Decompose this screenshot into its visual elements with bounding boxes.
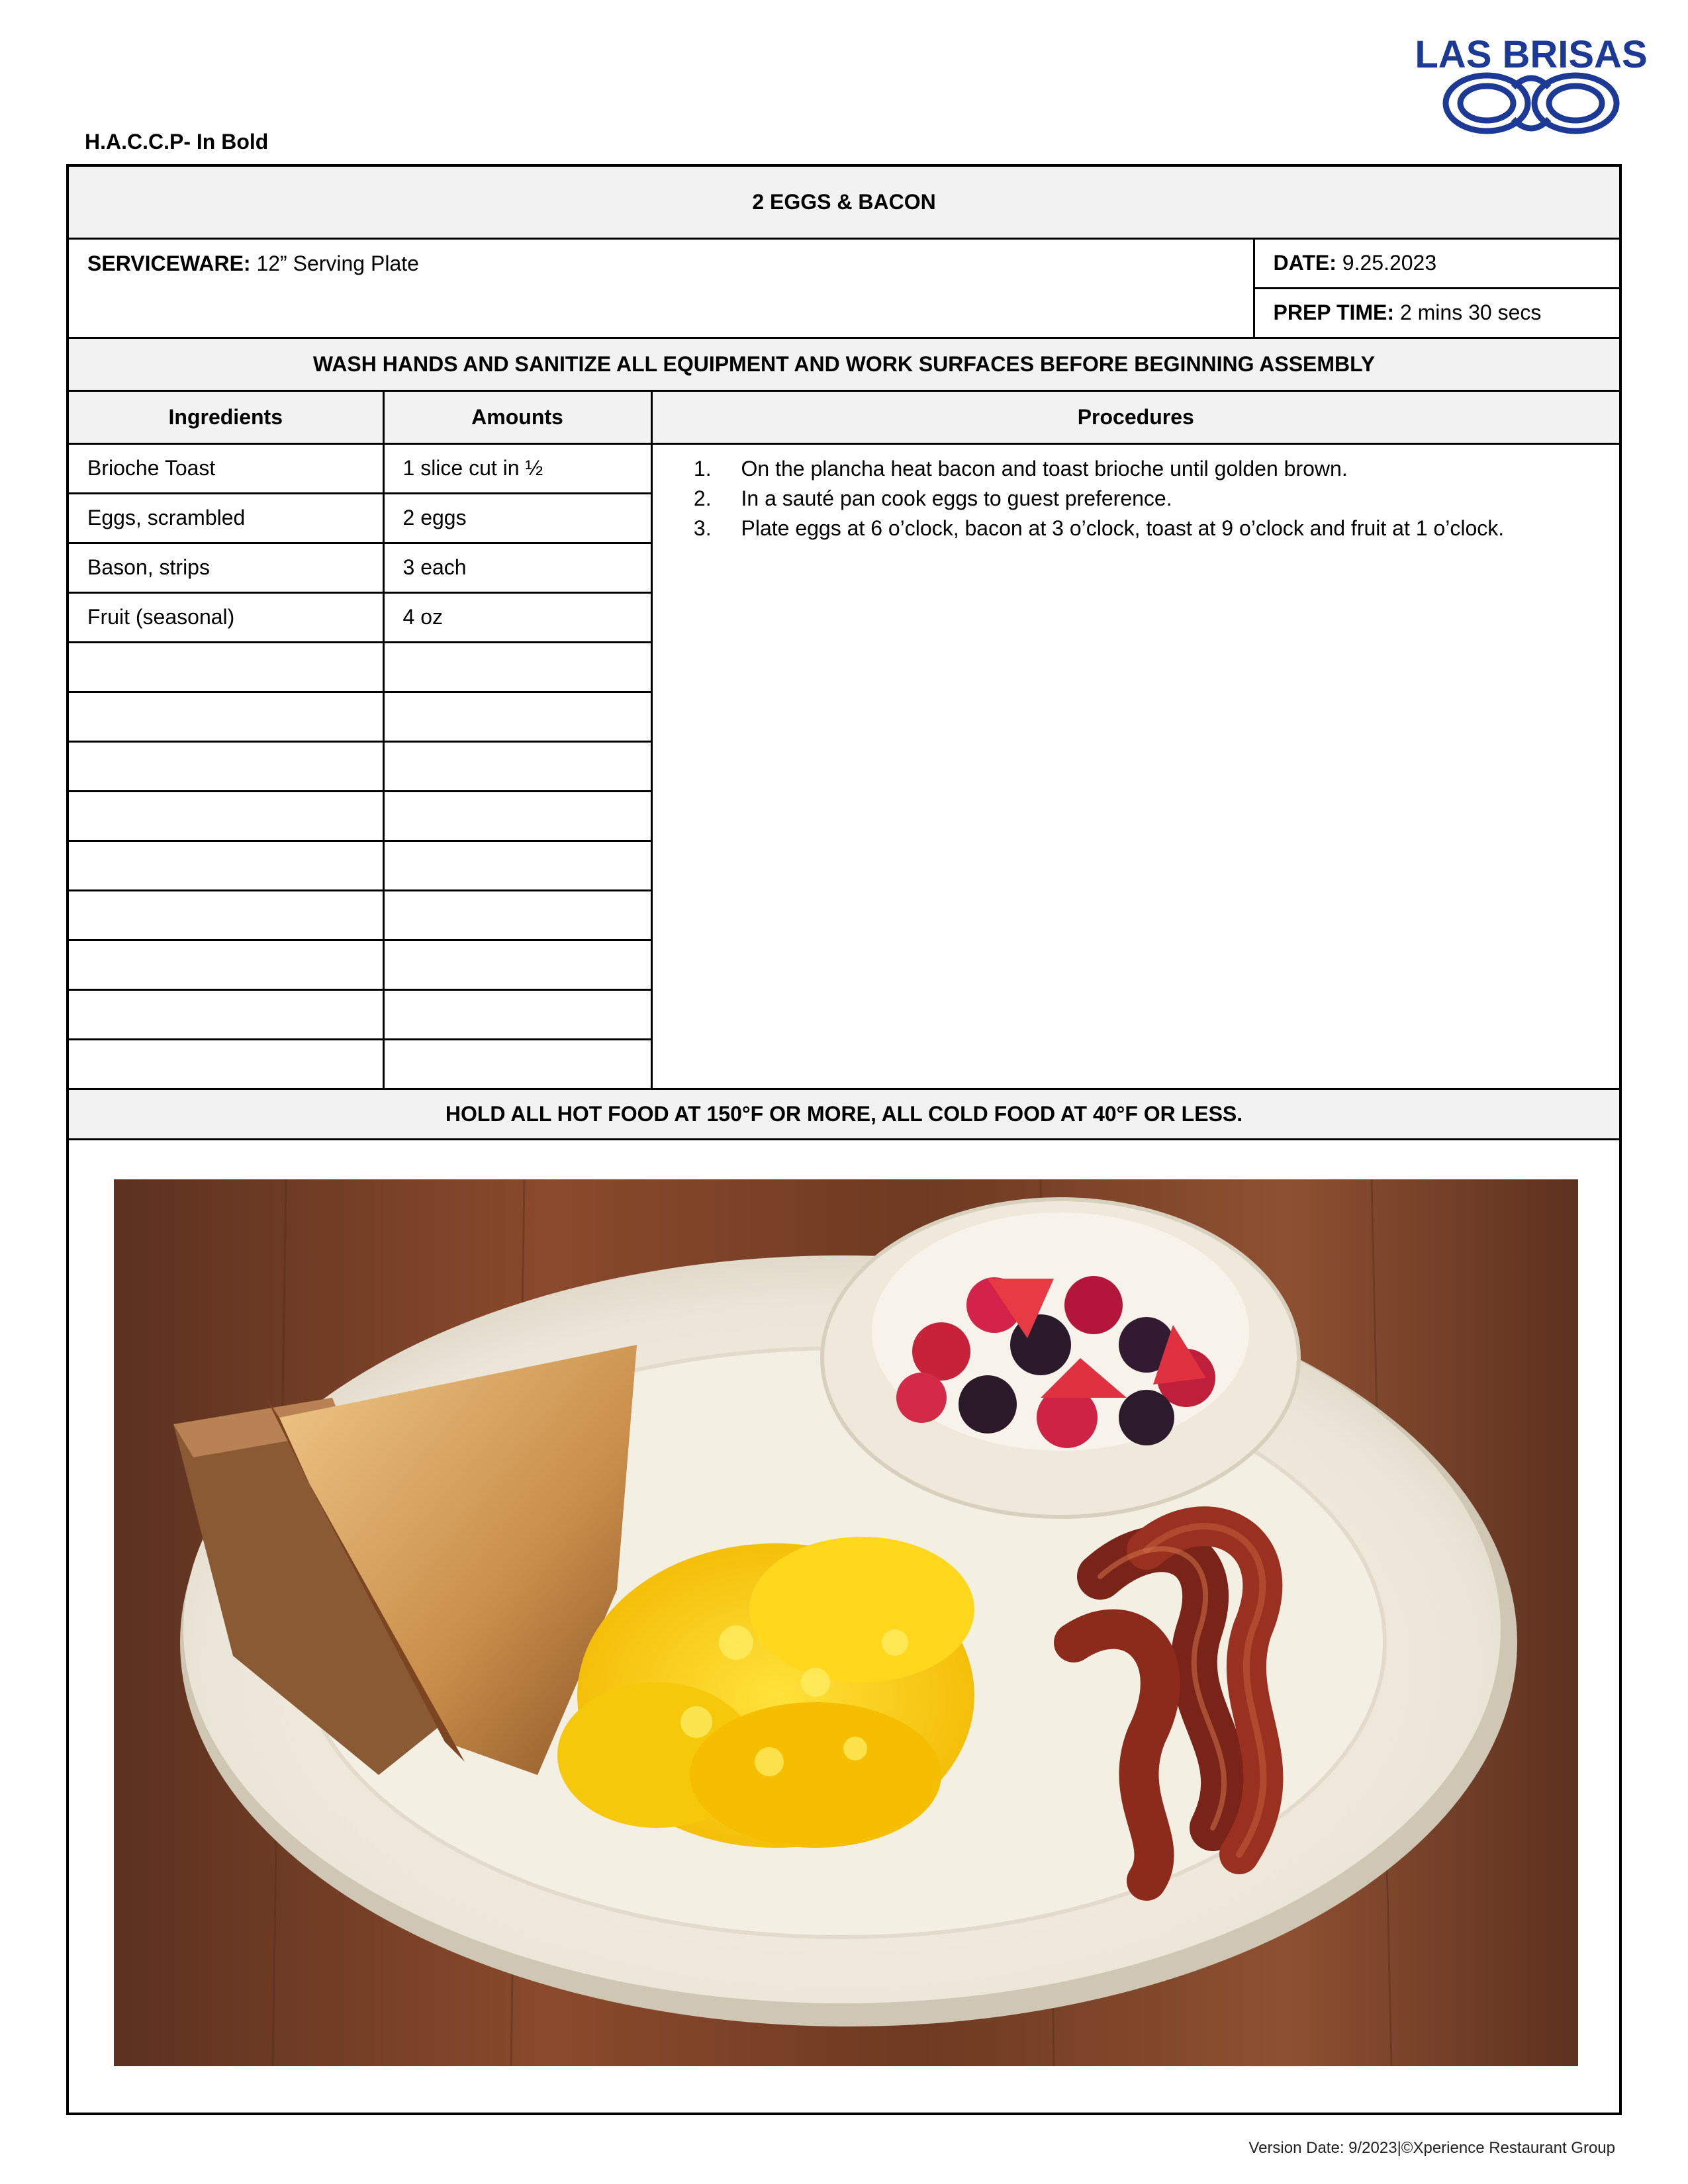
ingredient-amount: [383, 940, 651, 989]
ingredient-amount: 3 each: [383, 543, 651, 592]
prep-time-value: 2 mins 30 secs: [1399, 300, 1542, 324]
date-cell: [1254, 238, 1619, 288]
recipe-spec-table: [69, 167, 1619, 1140]
ingredient-amount: [383, 890, 651, 940]
dish-photo: [114, 1179, 1578, 2066]
procedures-cell: [651, 443, 1619, 1089]
ingredient-name: Brioche Toast: [69, 443, 383, 493]
prep-time-label: PREP TIME:: [1273, 300, 1395, 324]
ingredient-name: [69, 1039, 383, 1089]
ingredient-amount: 4 oz: [383, 592, 651, 642]
ingredient-name: [69, 989, 383, 1039]
ingredient-amount: [383, 741, 651, 791]
recipe-title: 2 EGGS & BACON: [69, 167, 1619, 238]
fruit-bowl: [822, 1199, 1299, 1517]
dish-photo-illustration: [114, 1179, 1578, 2066]
ingredient-amount: 1 slice cut in ½: [383, 443, 651, 493]
procedures-header: Procedures: [651, 390, 1619, 443]
date-value: 9.25.2023: [1342, 251, 1437, 275]
haccp-note: H.A.C.C.P- In Bold: [85, 130, 269, 154]
version-footer: Version Date: 9/2023|©Xperience Restaurant Group: [1248, 2139, 1615, 2157]
ingredient-amount: 2 eggs: [383, 493, 651, 543]
ingredient-name: Eggs, scrambled: [69, 493, 383, 543]
ingredient-name: [69, 642, 383, 692]
amounts-header: Amounts: [383, 390, 651, 443]
ingredient-name: Fruit (seasonal): [69, 592, 383, 642]
logo-text: LAS BRISAS: [1415, 33, 1648, 76]
serviceware-label: SERVICEWARE:: [87, 251, 251, 275]
wash-hands-notice: WASH HANDS AND SANITIZE ALL EQUIPMENT AND WORK SURFACES BEFORE BEGINNING ASSEMBLY: [69, 338, 1619, 390]
recipe-card: [66, 164, 1622, 2115]
procedure-step: 3. Plate eggs at 6 o’clock, bacon at 3 o’clock, toast at 9 o’clock and fruit at 1 o’clock.: [718, 514, 1601, 543]
ingredient-amount: [383, 642, 651, 692]
ingredient-name: [69, 841, 383, 890]
serviceware-value: 12” Serving Plate: [256, 251, 419, 275]
date-label: DATE:: [1273, 251, 1336, 275]
ingredient-row: [69, 443, 1619, 493]
procedures-list: [671, 454, 1601, 543]
ingredient-amount: [383, 989, 651, 1039]
procedure-step: 2. In a sauté pan cook eggs to guest preference.: [718, 484, 1601, 514]
ingredient-name: [69, 940, 383, 989]
ingredients-header: Ingredients: [69, 390, 383, 443]
hold-temperature-notice: HOLD ALL HOT FOOD AT 150°F OR MORE, ALL COLD FOOD AT 40°F OR LESS.: [69, 1089, 1619, 1139]
ingredient-amount: [383, 692, 651, 741]
ingredient-name: [69, 741, 383, 791]
procedure-step: 1. On the plancha heat bacon and toast brioche until golden brown.: [718, 454, 1601, 484]
prep-time-cell: [1254, 288, 1619, 338]
ingredient-amount: [383, 1039, 651, 1089]
serviceware-cell: [69, 238, 1254, 338]
ingredient-name: [69, 791, 383, 841]
ingredient-amount: [383, 791, 651, 841]
ingredient-name: Bason, strips: [69, 543, 383, 592]
ingredient-name: [69, 692, 383, 741]
ingredient-name: [69, 890, 383, 940]
ingredient-amount: [383, 841, 651, 890]
las-brisas-logo: [1415, 29, 1648, 142]
